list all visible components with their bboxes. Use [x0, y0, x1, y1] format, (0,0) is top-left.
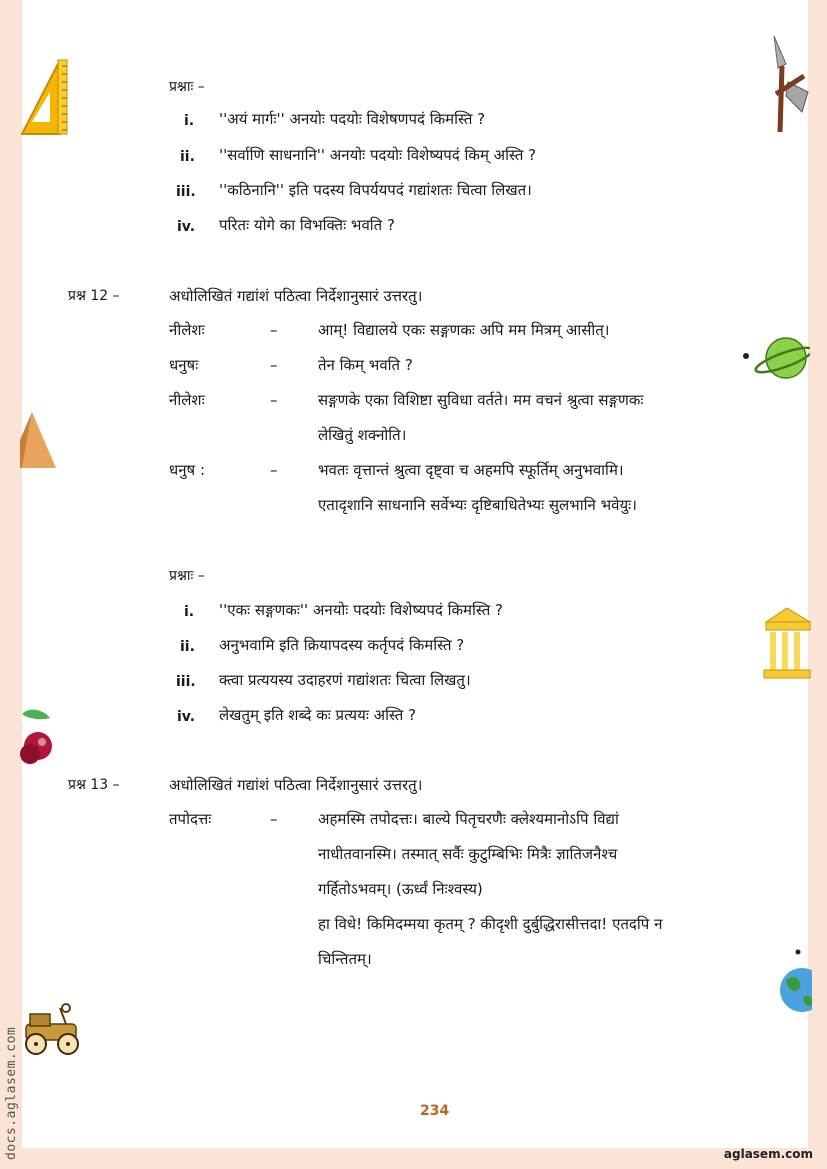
q13-line: हा विधे! किमिदम्मया कृतम् ? कीदृशी दुर्बुद्धिरासीत्तदा! एतदपि न — [318, 915, 663, 933]
spear-axe-icon — [768, 34, 812, 134]
q12-label: प्रश्न 12 – — [68, 288, 120, 304]
dialogue-dash: – — [270, 321, 278, 339]
dialogue-line: भवतः वृत्तान्तं श्रुत्वा दृष्ट्वा च अहमपि स्फूर्तिम् अनुभवामि। — [318, 461, 624, 479]
dialogue-speaker: धनुषः — [169, 356, 199, 374]
q12-question-text: अनुभवामि इति क्रियापदस्य कर्तृपदं किमस्ति ? — [219, 636, 465, 654]
q11-item-text: परितः योगे का विभक्तिः भवति ? — [219, 216, 395, 234]
q11-item-text: ''सर्वाणि साधनानि'' अनयोः पदयोः विशेष्यपदं किम् अस्ति ? — [219, 146, 537, 164]
q11-item-text: ''कठिनानि'' इति पदस्य विपर्ययपदं गद्यांशतः चित्वा लिखत। — [219, 181, 532, 199]
dialogue-line: सङ्गणके एका विशिष्टा सुविधा वर्तते। मम वचनं श्रुत्वा सङ्गणकः — [318, 391, 644, 409]
page-number: 234 — [420, 1103, 450, 1119]
vintage-car-icon — [20, 1000, 84, 1058]
q11-item-num: ii. — [180, 149, 195, 165]
temple-icon — [762, 606, 812, 680]
globe-icon — [776, 948, 812, 1018]
watermark: docs.aglasem.com — [4, 1026, 19, 1160]
q12-question-num: i. — [184, 604, 195, 620]
q11-item-num: iii. — [176, 184, 196, 200]
fruit-icon — [20, 706, 58, 768]
q12-question-text: ''एकः सङ्गणकः'' अनयोः पदयोः विशेष्यपदं किमस्ति ? — [219, 601, 504, 619]
q13-speaker: तपोदत्तः — [169, 810, 212, 828]
q13-dash: – — [270, 810, 278, 828]
dialogue-line: एतादृशानि साधनानि सर्वेभ्यः दृष्टिबाधितेभ्यः सुलभानि भवेयुः। — [318, 496, 637, 514]
dialogue-dash: – — [270, 461, 278, 479]
q11-questions-header: प्रश्नाः – — [169, 79, 205, 95]
q13-line: अहमस्मि तपोदत्तः। बाल्ये पितृचरणैः क्लेश्यमानोऽपि विद्यां — [318, 810, 619, 828]
q13-line: गर्हितोऽभवम्। (ऊर्ध्वं निःश्वस्य) — [318, 880, 483, 898]
page-sheet — [22, 0, 808, 1148]
q12-question-num: ii. — [180, 639, 195, 655]
dialogue-dash: – — [270, 356, 278, 374]
planet-icon — [740, 334, 810, 384]
dialogue-line: आम्! विद्यालये एकः सङ्गणकः अपि मम मित्रम् आसीत्। — [318, 321, 610, 339]
q11-item-text: ''अयं मार्गः'' अनयोः पदयोः विशेषणपदं किमस्ति ? — [219, 110, 486, 128]
q12-question-num: iii. — [176, 674, 196, 690]
pyramid-icon — [20, 410, 60, 470]
q13-line: चिन्तितम्। — [318, 950, 372, 968]
dialogue-speaker: नीलेशः — [169, 321, 205, 339]
dialogue-speaker: धनुष : — [169, 461, 206, 479]
dialogue-line: लेखितुं शक्नोति। — [318, 426, 407, 444]
q13-instruction: अधोलिखितं गद्यांशं पठित्वा निर्देशानुसारं उत्तरतु। — [169, 776, 423, 794]
dialogue-speaker: नीलेशः — [169, 391, 205, 409]
q12-instruction: अधोलिखितं गद्यांशं पठित्वा निर्देशानुसारं उत्तरतु। — [169, 287, 423, 305]
dialogue-dash: – — [270, 391, 278, 409]
q12-question-text: क्त्वा प्रत्ययस्य उदाहरणं गद्यांशतः चित्वा लिखतु। — [219, 671, 471, 689]
q12-questions-header: प्रश्नाः – — [169, 568, 205, 584]
q11-item-num: iv. — [177, 219, 196, 235]
q12-question-text: लेखतुम् इति शब्दे कः प्रत्ययः अस्ति ? — [219, 706, 417, 724]
dialogue-line: तेन किम् भवति ? — [318, 356, 413, 374]
q11-item-num: i. — [184, 113, 195, 129]
q12-question-num: iv. — [177, 709, 196, 725]
brand-footer[interactable]: aglasem.com — [723, 1147, 813, 1161]
q13-line: नाधीतवानस्मि। तस्मात् सर्वैः कुटुम्बिभिः मित्रैः ज्ञातिजनैश्च — [318, 845, 618, 863]
q13-label: प्रश्न 13 – — [68, 777, 120, 793]
ruler-triangle-icon — [20, 58, 68, 136]
